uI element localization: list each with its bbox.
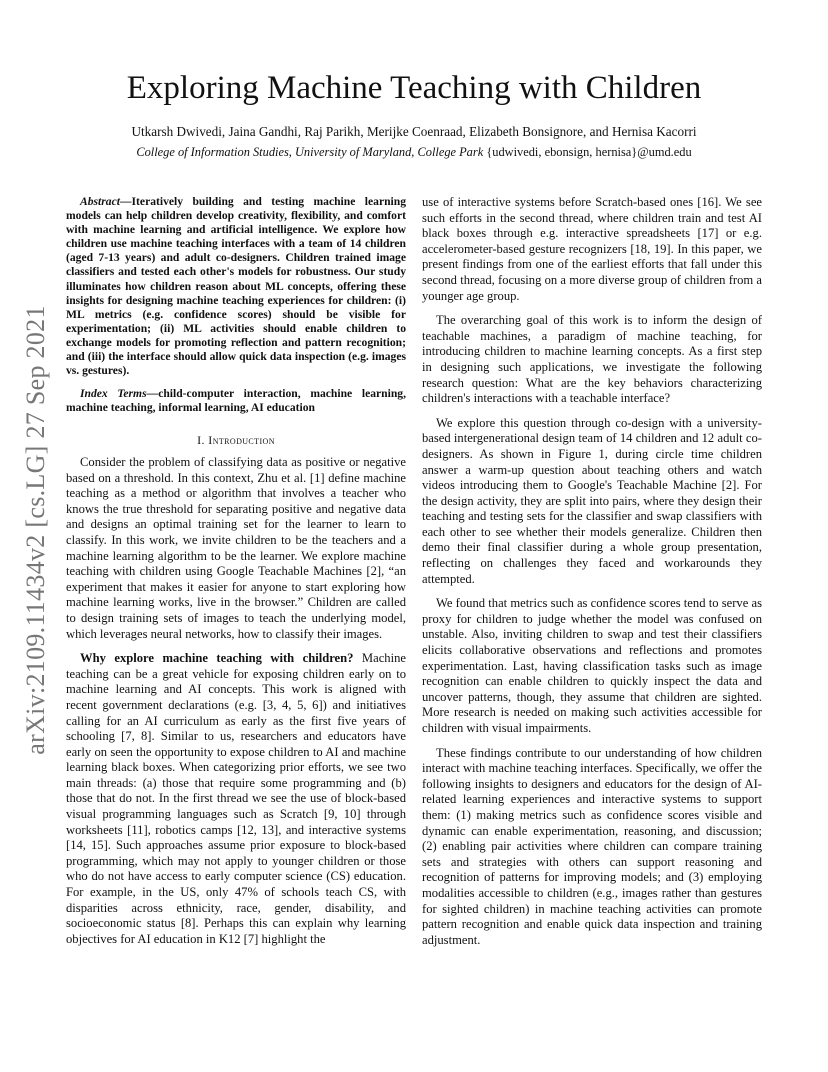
section-heading-introduction: I. Introduction <box>197 433 275 448</box>
index-terms-label: Index Terms— <box>80 387 159 401</box>
right-paragraph-5: These findings contribute to our understanding of how children interact with machine teaching interfaces. Specifically, we offer the following insights to designers and educators for the design of AI-related learning experiences and interactive systems to support them: (1) making metrics such as confidence scores visible and dynamic can enable experimentation, reasoning, and discussion; (2) enabling pair activities where children can compare training sets and strategies with others can support reasoning and recognition of patterns for improving models; and (3) employing modalities accessible to children (e.g., images rather than gestures for sighted children) in machine teaching activities can promote pattern recognition and enable quick data inspection and training adjustment. <box>422 745 762 947</box>
left-column <box>66 195 406 947</box>
paper-title: Exploring Machine Teaching with Children <box>126 70 702 106</box>
abstract-text: Iteratively building and testing machine learning models can help children develop creativity, flexibility, and comfort with machine learning and artificial intelligence. We explore how children use machine teaching interfaces with a team of 14 children (aged 7-13 years) and adult co-designers. Children trained image classifiers and tested each other's models for robustness. Our study illuminates how children reason about ML concepts, offering these insights for designing machine teaching experiences for children: (i) ML metrics (e.g. confidence scores) should be visible for experimentation; (ii) ML activities should enable children to exchange models for promoting reflection and pattern recognition; and (iii) the interface should allow quick data inspection (e.g. images vs. gestures). <box>66 195 406 378</box>
affiliation-name: College of Information Studies, University of Maryland, College Park <box>136 145 484 159</box>
affiliation-emails: {udwivedi, ebonsign, hernisa}@umd.edu <box>486 145 692 159</box>
right-paragraph-3: We explore this question through co-design with a university-based intergenerational design team of 14 children and 12 adult co-designers. As shown in Figure 1, during circle time children answer a warm-up question about teaching others and watch videos introducing them to Google's Teachable Machine [2]. For the design activity, they are split into pairs, where they design their teaching and testing sets for the classifier and swap classifiers with each other to see whether their models generalize. Children then demo their final classifier during a whole group presentation, reflecting on challenges they faced and workarounds they attempted. <box>422 415 762 586</box>
intro-paragraph-2-text: Machine teaching can be a great vehicle for exposing children early on to machine learning and AI concepts. This work is aligned with recent government declarations (e.g. [3, 4, 5, 6]) and initiatives calling for an AI curriculum as early as the first five years of schooling [7, 8]. Similar to us, researchers and educators have early on seen the opportunity to expose children to AI and machine learning black boxes. When categorizing prior efforts, we see two main threads: (a) those that require some programming and (b) those that do not. In the first thread we see the use of block-based visual programming languages such as Scratch [9, 10] through worksheets [11], robotics camps [12, 13], and interactive systems [14, 15]. Such approaches assume prior exposure to block-based programming, which may not apply to younger children or those who do not have access to early computer science (CS) education. For example, in the US, only 47% of schools teach CS, with disparities across ethnicity, race, gender, disability, and socioeconomic status [8]. Perhaps this can explain why learning objectives for AI education in K12 [7] highlight the <box>66 651 406 946</box>
paragraph-heading: Why explore machine teaching with children? <box>80 651 354 666</box>
arxiv-identifier-text: arXiv:2109.11434v2 [cs.LG] 27 Sep 2021 <box>21 305 50 755</box>
abstract-label: Abstract— <box>80 195 132 208</box>
intro-paragraph-2 <box>66 651 406 947</box>
index-terms <box>66 387 406 415</box>
index-terms-text: child-computer interaction, machine learning, machine teaching, informal learning, AI education <box>66 387 406 415</box>
arxiv-identifier <box>18 280 54 780</box>
abstract <box>66 195 406 378</box>
affiliation <box>0 145 828 160</box>
right-paragraph-4: We found that metrics such as confidence scores tend to serve as proxy for children to judge whether the model was confused on unstable. Also, inviting children to swap and test their classifiers elicits collaborative observations and reflections and promotes experimentation. Last, having classification tasks such as image recognition can enable children to quickly inspect the data and uncover patterns, though, they assume that children are sighted. More research is needed on making such activities accessible for children with visual impairments. <box>422 596 762 735</box>
intro-paragraph-1: Consider the problem of classifying data as positive or negative based on a threshold. In this context, Zhu et al. [1] define machine teaching as a method or algorithm that involves a teacher who knows the true threshold for separating positive and negative data and designs an optimal training set for the learner to learn to classify. In this work, we invite children to be the teachers and a machine learning algorithm to be the learner. We explore machine teaching with children using Google Teachable Machines [2], “an experiment that makes it easier for anyone to start exploring how machine learning works, live in the browser.” Children are called to design training sets of images to teach the underlying model, which leverages neural networks, how to classify their images. <box>66 455 406 641</box>
right-paragraph-1: use of interactive systems before Scratch-based ones [16]. We see such efforts in the second thread, where children train and test AI black boxes through e.g. interactive spreadsheets [17] or e.g. accelerometer-based gesture recognizers [18, 19]. In this paper, we present findings from one of the earliest efforts that fall under this second thread, focusing on a more diverse group of children from a younger age group. <box>422 195 762 303</box>
right-column <box>422 195 762 948</box>
author-list: Utkarsh Dwivedi, Jaina Gandhi, Raj Parikh, Merijke Coenraad, Elizabeth Bonsignore, and Hernisa Kacorri <box>131 124 697 139</box>
right-paragraph-2: The overarching goal of this work is to inform the design of teachable machines, a paradigm of machine teaching, for introducing children to machine learning concepts. As a first step in designing such applications, we investigate the following research question: What are the key behaviors characterizing children's interactions with a teachable interface? <box>422 313 762 406</box>
